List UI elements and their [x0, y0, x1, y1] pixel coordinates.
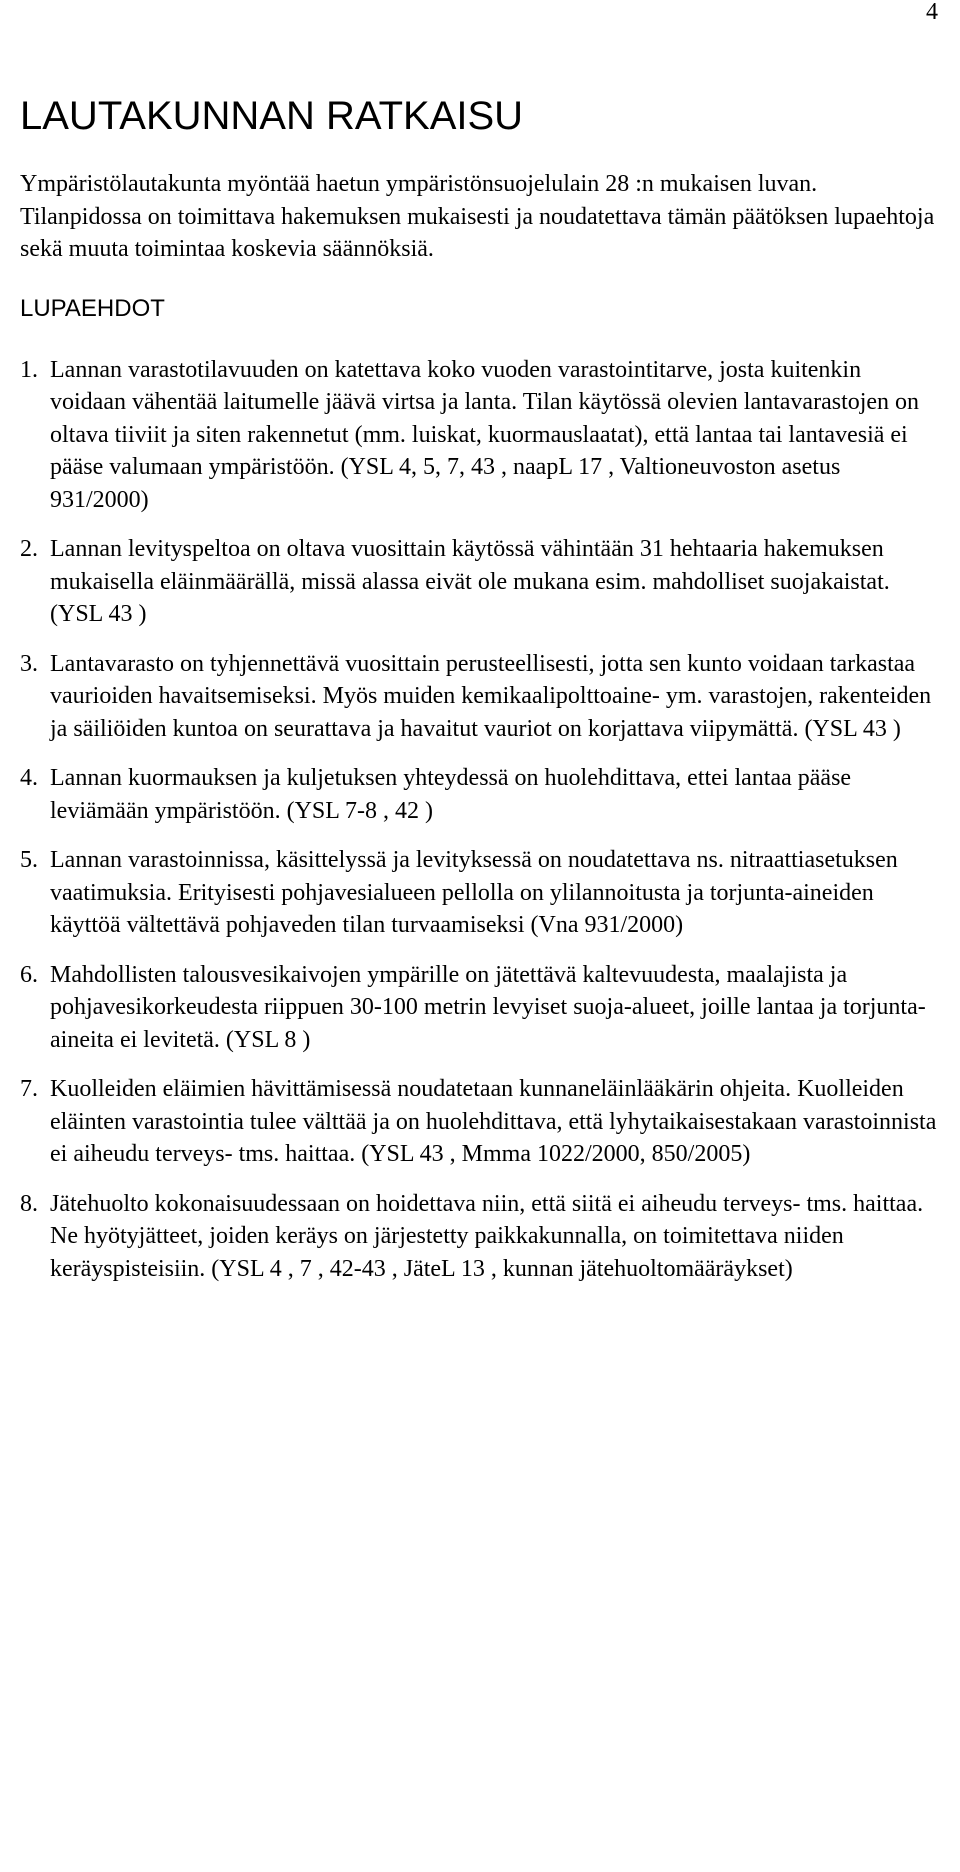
permit-condition: [20, 959, 940, 1057]
page-title: LAUTAKUNNAN RATKAISU: [20, 94, 524, 138]
condition-number: 7.: [20, 1076, 38, 1102]
condition-text: Kuolleiden eläimien hävittämisessä noudatetaan kunnaneläinlääkärin ohjeita. Kuolleiden eläinten varastointia tulee välttää ja on huolehdittava, että lyhytaikaisestakaan varastoinnista ei aiheudu terveys- tms. haittaa. (YSL 43 , Mmma 1022/2000, 850/2005): [50, 1076, 937, 1167]
condition-number: 3.: [20, 650, 38, 677]
permit-condition: [20, 844, 940, 942]
condition-text: Mahdollisten talousvesikaivojen ympärille on jätettävä kaltevuudesta, maalajista ja pohjavesikorkeudesta riippuen 30-100 metrin levyiset suoja-alueet, joille lantaa ja torjunta-aineita ei levitetä. (YSL 8 ): [50, 961, 926, 1053]
condition-text: Lannan varastotilavuuden on katettava koko vuoden varastointitarve, josta kuitenkin voidaan vähentää laitumelle jäävä virtsa ja lanta. Tilan käytössä olevien lantavarastojen on oltava tiiviit ja siten rakennetut (mm. luiskat, kuormauslaatat), että lantaa tai lantavesiä ei pääse valumaan ympäristöön. (YSL 4, 5, 7, 43 , naapL 17 , Valtioneuvoston asetus 931/2000): [50, 356, 920, 513]
condition-number: 8.: [20, 1190, 38, 1217]
condition-number: 2.: [20, 536, 38, 562]
permit-condition: [20, 762, 940, 827]
intro-paragraph: Ympäristölautakunta myöntää haetun ympäristönsuojelulain 28 :n mukaisen luvan. Tilanpidossa on toimittava hakemuksen mukaisesti ja noudatettava tämän päätöksen lupaehtoja sekä muuta toimintaa koskevia säännöksiä.: [20, 171, 935, 262]
condition-number: 5.: [20, 847, 38, 873]
permit-condition: [20, 354, 940, 517]
permit-conditions-list: [20, 354, 940, 1286]
condition-text: Lannan varastoinnissa, käsittelyssä ja levityksessä on noudatettava ns. nitraattiasetuksen vaatimuksia. Erityisesti pohjavesialueen pellolla on ylilannoitusta ja torjunta-aineiden käyttöä vältettävä pohjaveden tilan turvaamiseksi (Vna 931/2000): [50, 847, 898, 938]
section-heading-lupaehdot: LUPAEHDOT: [20, 294, 165, 322]
condition-text: Lantavarasto on tyhjennettävä vuosittain perusteellisesti, jotta sen kunto voidaan tarkastaa vaurioiden havaitsemiseksi. Myös muiden kemikaalipolttoaine- ym. varastojen, rakenteiden ja säiliöiden kuntoa on seurattava ja havaitut vauriot on korjattava viipymättä. (YSL 43 ): [50, 650, 932, 742]
condition-text: Lannan levityspeltoa on oltava vuosittain käytössä vähintään 31 hehtaaria hakemuksen mukaisella eläinmäärällä, missä alassa eivät ole mukana esim. mahdolliset suojakaistat. (YSL 43 ): [50, 536, 890, 627]
condition-number: 4.: [20, 765, 38, 791]
condition-text: Lannan kuormauksen ja kuljetuksen yhteydessä on huolehdittava, ettei lantaa pääse leviämään ympäristöön. (YSL 7-8 , 42 ): [50, 765, 852, 824]
page-number: 4: [926, 0, 938, 25]
document-body: [20, 92, 940, 1285]
permit-condition: [20, 1188, 940, 1286]
condition-number: 1.: [20, 356, 38, 383]
condition-text: Jätehuolto kokonaisuudessaan on hoidettava niin, että siitä ei aiheudu terveys- tms. haittaa. Ne hyötyjätteet, joiden keräys on järjestetty paikkakunnalla, on toimitettava niiden keräyspisteisiin. (YSL 4 , 7 , 42-43 , JäteL 13 , kunnan jätehuoltomääräykset): [50, 1190, 924, 1282]
permit-condition: [20, 1073, 940, 1171]
condition-number: 6.: [20, 961, 38, 988]
permit-condition: [20, 648, 940, 746]
permit-condition: [20, 533, 940, 631]
